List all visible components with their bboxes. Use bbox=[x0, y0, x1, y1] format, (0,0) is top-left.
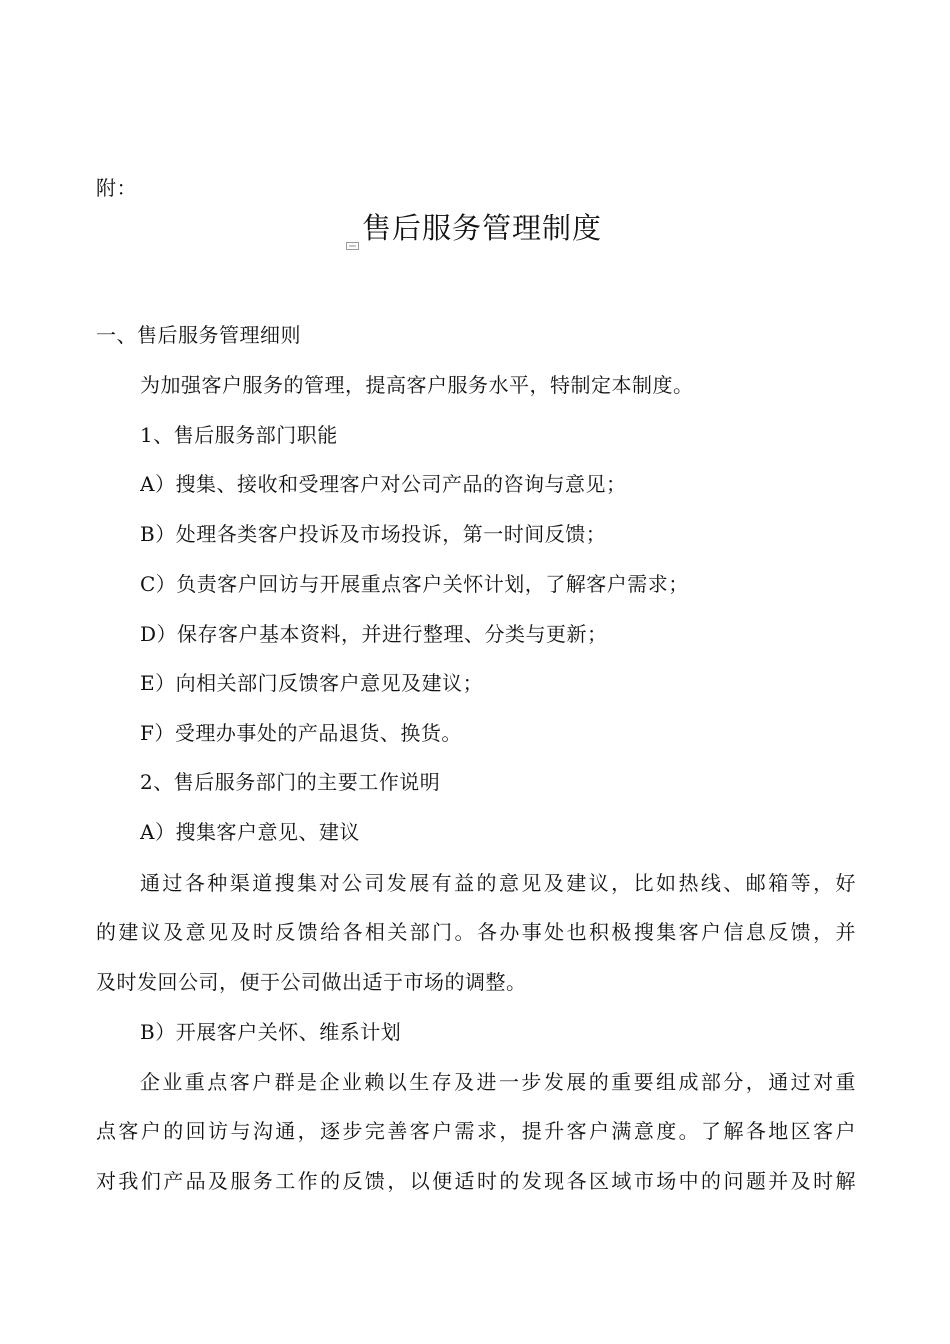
duty-item: C）负责客户回访与开展重点客户关怀计划，了解客户需求； bbox=[140, 572, 689, 596]
duty-item: A）搜集、接收和受理客户对公司产品的咨询与意见； bbox=[140, 472, 627, 496]
duty-item: B）处理各类客户投诉及市场投诉，第一时间反馈； bbox=[140, 522, 607, 546]
item-a-paragraph-line: 通过各种渠道搜集对公司发展有益的意见及建议，比如热线、邮箱等，好 bbox=[140, 871, 856, 895]
item-b-heading: B）开展客户关怀、维系计划 bbox=[140, 1020, 402, 1044]
item-a-heading: A）搜集客户意见、建议 bbox=[140, 820, 360, 844]
subsection-heading-1: 1、售后服务部门职能 bbox=[140, 423, 338, 447]
duty-item: E）向相关部门反馈客户意见及建议； bbox=[140, 671, 484, 695]
document-title: 售后服务管理制度 bbox=[362, 211, 603, 245]
duty-item: F）受理办事处的产品退货、换货。 bbox=[140, 721, 462, 745]
subsection-heading-2: 2、售后服务部门的主要工作说明 bbox=[140, 770, 441, 794]
item-b-paragraph-line: 点客户的回访与沟通，逐步完善客户需求，提升客户满意度。了解各地区客户 bbox=[96, 1119, 856, 1143]
item-a-paragraph-line: 及时发回公司，便于公司做出适于市场的调整。 bbox=[96, 970, 527, 994]
item-a-paragraph-line: 的建议及意见及时反馈给各相关部门。各办事处也积极搜集客户信息反馈，并 bbox=[96, 920, 856, 944]
item-b-paragraph-line: 企业重点客户群是企业赖以生存及进一步发展的重要组成部分，通过对重 bbox=[140, 1070, 856, 1094]
item-b-paragraph-line: 对我们产品及服务工作的反馈，以便适时的发现各区域市场中的问题并及时解 bbox=[96, 1169, 856, 1193]
intro-paragraph: 为加强客户服务的管理，提高客户服务水平，特制定本制度。 bbox=[140, 373, 694, 397]
anchor-marker-icon bbox=[346, 242, 359, 250]
section-heading: 一、售后服务管理细则 bbox=[96, 323, 301, 347]
attachment-label: 附： bbox=[96, 176, 137, 200]
duty-item: D）保存客户基本资料，并进行整理、分类与更新； bbox=[140, 622, 608, 646]
